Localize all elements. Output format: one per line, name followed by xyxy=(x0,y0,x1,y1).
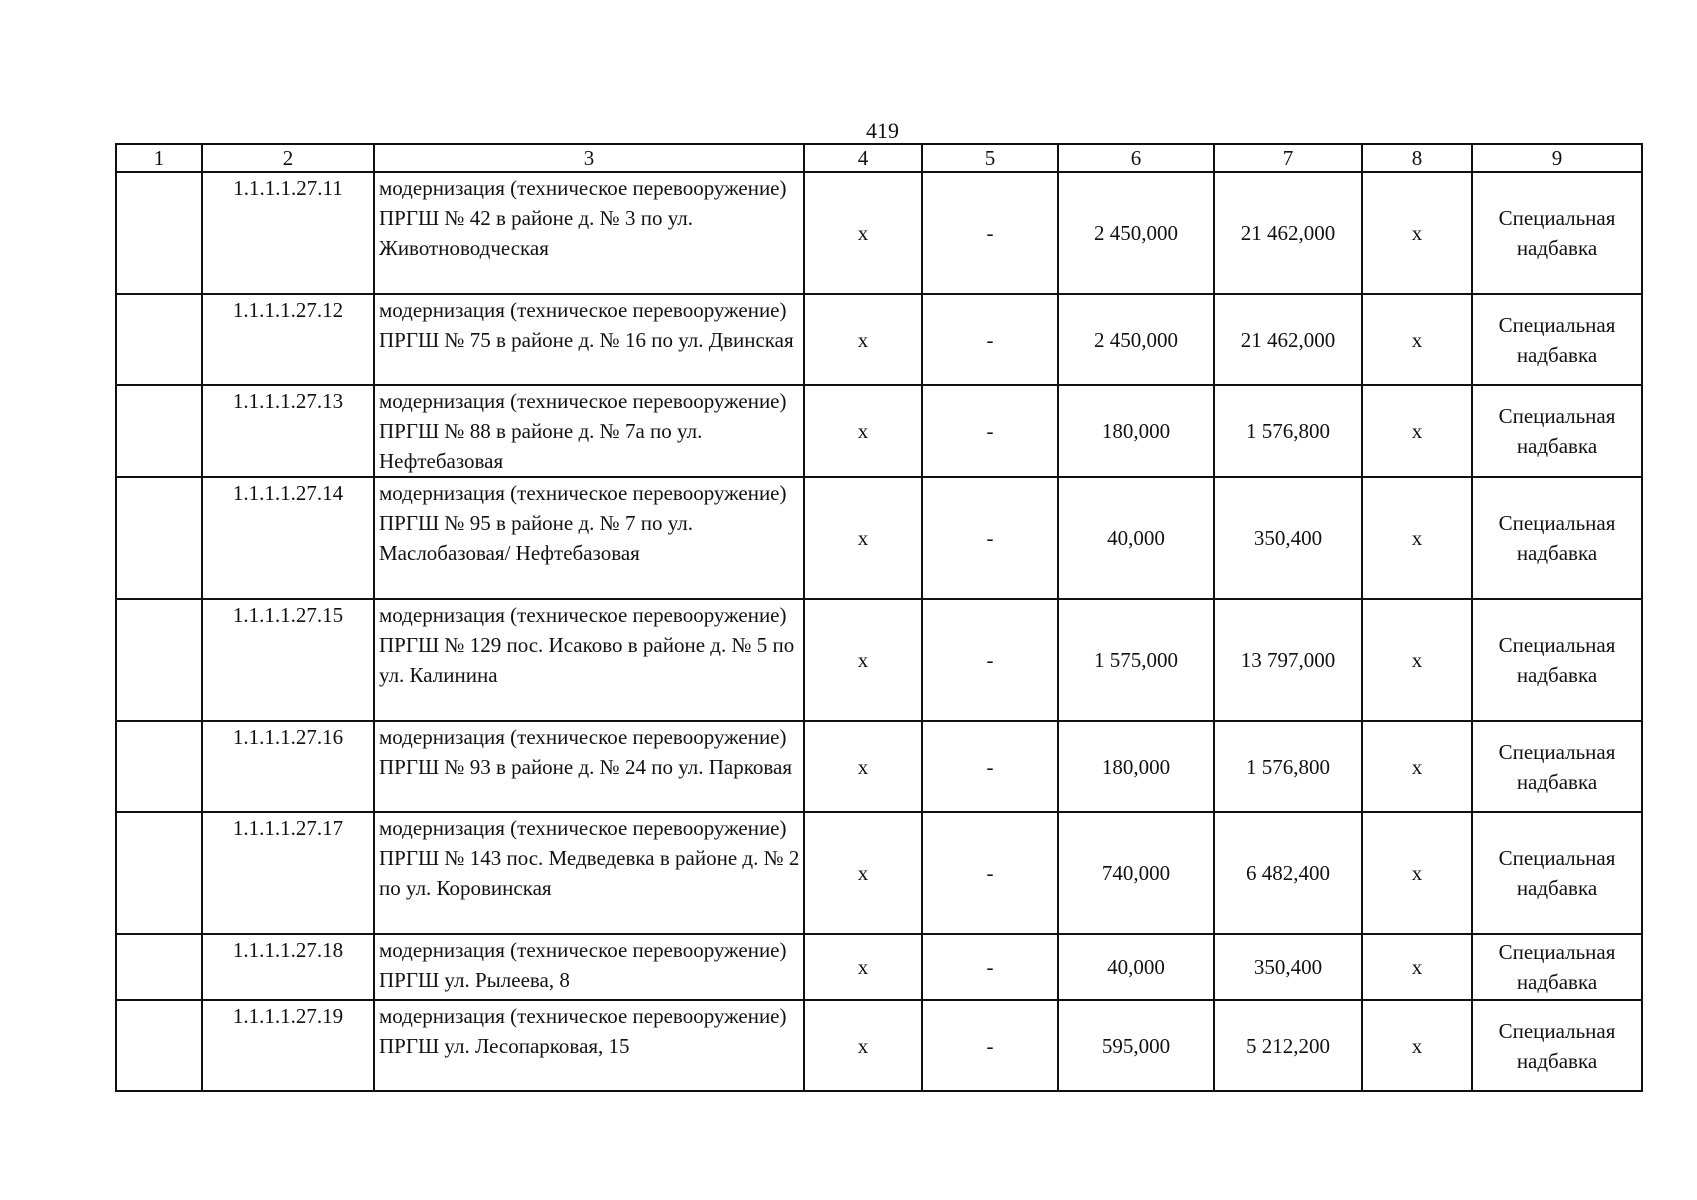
column-6-cell: 180,000 xyxy=(1058,721,1214,812)
column-7-cell: 5 212,200 xyxy=(1214,1000,1362,1091)
table-row xyxy=(116,599,1642,721)
funding-source-cell xyxy=(1472,599,1642,721)
funding-source-cell xyxy=(1472,294,1642,385)
funding-source-line-1: Специальная xyxy=(1498,940,1616,964)
funding-source-line-2: надбавка xyxy=(1516,1048,1598,1073)
funding-source-line-2: надбавка xyxy=(1516,769,1598,794)
column-6-cell: 40,000 xyxy=(1058,934,1214,1000)
column-4-cell: х xyxy=(804,599,922,721)
column-8-cell: х xyxy=(1362,477,1472,599)
table-row xyxy=(116,721,1642,812)
column-7-cell: 350,400 xyxy=(1214,477,1362,599)
row-number-cell xyxy=(116,294,202,385)
item-code-cell: 1.1.1.1.27.15 xyxy=(202,599,374,721)
column-4-cell: х xyxy=(804,294,922,385)
column-8-cell: х xyxy=(1362,1000,1472,1091)
row-number-cell xyxy=(116,172,202,294)
item-code-cell: 1.1.1.1.27.18 xyxy=(202,934,374,1000)
column-5-cell: - xyxy=(922,599,1058,721)
column-header-3: 3 xyxy=(374,144,804,172)
funding-source-line-1: Специальная xyxy=(1498,846,1616,870)
column-6-cell: 180,000 xyxy=(1058,385,1214,477)
column-8-cell: х xyxy=(1362,721,1472,812)
row-number-cell xyxy=(116,1000,202,1091)
funding-source-line-2: надбавка xyxy=(1516,342,1598,367)
program-table xyxy=(115,143,1643,1092)
column-5-cell: - xyxy=(922,812,1058,934)
column-8-cell: х xyxy=(1362,599,1472,721)
row-number-cell xyxy=(116,599,202,721)
table-row xyxy=(116,934,1642,1000)
row-number-cell xyxy=(116,812,202,934)
description-cell: модернизация (техническое перевооружение) ПРГШ № 129 пос. Исаково в районе д. № 5 по ул. Калинина xyxy=(374,599,804,721)
description-cell: модернизация (техническое перевооружение) ПРГШ № 143 пос. Медведевка в районе д. № 2 по ул. Коровинская xyxy=(374,812,804,934)
column-5-cell: - xyxy=(922,721,1058,812)
funding-source-cell xyxy=(1472,721,1642,812)
column-7-cell: 1 576,800 xyxy=(1214,385,1362,477)
table-row xyxy=(116,1000,1642,1091)
row-number-cell xyxy=(116,934,202,1000)
funding-source-cell xyxy=(1472,385,1642,477)
funding-source-line-1: Специальная xyxy=(1498,739,1616,764)
funding-source-cell xyxy=(1472,934,1642,1000)
column-6-cell: 1 575,000 xyxy=(1058,599,1214,721)
column-5-cell: - xyxy=(922,294,1058,385)
item-code-cell: 1.1.1.1.27.16 xyxy=(202,721,374,812)
column-number-row xyxy=(116,144,1642,172)
column-4-cell: х xyxy=(804,934,922,1000)
item-code-cell: 1.1.1.1.27.14 xyxy=(202,477,374,599)
table-row xyxy=(116,477,1642,599)
row-number-cell xyxy=(116,477,202,599)
description-cell: модернизация (техническое перевооружение) ПРГШ № 95 в районе д. № 7 по ул. Маслобазовая/ Нефтебазовая xyxy=(374,477,804,599)
funding-source-line-2: надбавка xyxy=(1516,876,1598,900)
item-code-cell: 1.1.1.1.27.13 xyxy=(202,385,374,477)
column-6-cell: 595,000 xyxy=(1058,1000,1214,1091)
item-code-cell: 1.1.1.1.27.17 xyxy=(202,812,374,934)
column-7-cell: 21 462,000 xyxy=(1214,294,1362,385)
column-header-8: 8 xyxy=(1362,144,1472,172)
funding-source-line-2: надбавка xyxy=(1516,663,1598,687)
column-5-cell: - xyxy=(922,1000,1058,1091)
funding-source-line-2: надбавка xyxy=(1516,236,1598,260)
funding-source-line-1: Специальная xyxy=(1498,404,1616,428)
description-cell: модернизация (техническое перевооружение) ПРГШ № 88 в районе д. № 7а по ул. Нефтебазовая xyxy=(374,385,804,477)
description-cell: модернизация (техническое перевооружение) ПРГШ ул. Лесопарковая, 15 xyxy=(374,1000,804,1091)
funding-source-cell xyxy=(1472,1000,1642,1091)
column-header-6: 6 xyxy=(1058,144,1214,172)
column-7-cell: 6 482,400 xyxy=(1214,812,1362,934)
description-cell: модернизация (техническое перевооружение) ПРГШ № 93 в районе д. № 24 по ул. Парковая xyxy=(374,721,804,812)
column-8-cell: х xyxy=(1362,812,1472,934)
column-7-cell: 13 797,000 xyxy=(1214,599,1362,721)
column-5-cell: - xyxy=(922,385,1058,477)
item-code-cell: 1.1.1.1.27.19 xyxy=(202,1000,374,1091)
item-code-cell: 1.1.1.1.27.12 xyxy=(202,294,374,385)
funding-source-line-2: надбавка xyxy=(1516,541,1598,565)
column-7-cell: 21 462,000 xyxy=(1214,172,1362,294)
column-4-cell: х xyxy=(804,172,922,294)
column-4-cell: х xyxy=(804,1000,922,1091)
funding-source-cell xyxy=(1472,172,1642,294)
funding-source-line-1: Специальная xyxy=(1498,206,1616,230)
page-number: 419 xyxy=(866,118,899,143)
column-8-cell: х xyxy=(1362,934,1472,1000)
column-7-cell: 350,400 xyxy=(1214,934,1362,1000)
item-code-cell: 1.1.1.1.27.11 xyxy=(202,172,374,294)
description-cell: модернизация (техническое перевооружение) ПРГШ ул. Рылеева, 8 xyxy=(374,934,804,1000)
funding-source-line-1: Специальная xyxy=(1498,1018,1616,1043)
funding-source-cell xyxy=(1472,477,1642,599)
column-header-4: 4 xyxy=(804,144,922,172)
column-5-cell: - xyxy=(922,172,1058,294)
column-5-cell: - xyxy=(922,477,1058,599)
funding-source-line-2: надбавка xyxy=(1516,434,1598,458)
column-5-cell: - xyxy=(922,934,1058,1000)
funding-source-line-2: надбавка xyxy=(1516,970,1598,994)
column-4-cell: х xyxy=(804,385,922,477)
column-header-1: 1 xyxy=(116,144,202,172)
column-6-cell: 740,000 xyxy=(1058,812,1214,934)
table-row xyxy=(116,385,1642,477)
description-cell: модернизация (техническое перевооружение) ПРГШ № 42 в районе д. № 3 по ул. Животноводческая xyxy=(374,172,804,294)
column-6-cell: 2 450,000 xyxy=(1058,172,1214,294)
funding-source-line-1: Специальная xyxy=(1498,312,1616,337)
column-8-cell: х xyxy=(1362,385,1472,477)
table-row xyxy=(116,294,1642,385)
column-6-cell: 40,000 xyxy=(1058,477,1214,599)
column-4-cell: х xyxy=(804,812,922,934)
column-4-cell: х xyxy=(804,721,922,812)
description-cell: модернизация (техническое перевооружение) ПРГШ № 75 в районе д. № 16 по ул. Двинская xyxy=(374,294,804,385)
funding-source-line-1: Специальная xyxy=(1498,511,1616,535)
column-8-cell: х xyxy=(1362,294,1472,385)
column-header-5: 5 xyxy=(922,144,1058,172)
column-4-cell: х xyxy=(804,477,922,599)
column-6-cell: 2 450,000 xyxy=(1058,294,1214,385)
row-number-cell xyxy=(116,385,202,477)
table-row xyxy=(116,172,1642,294)
column-7-cell: 1 576,800 xyxy=(1214,721,1362,812)
column-header-7: 7 xyxy=(1214,144,1362,172)
funding-source-line-1: Специальная xyxy=(1498,633,1616,657)
column-8-cell: х xyxy=(1362,172,1472,294)
funding-source-cell xyxy=(1472,812,1642,934)
column-header-2: 2 xyxy=(202,144,374,172)
row-number-cell xyxy=(116,721,202,812)
column-header-9: 9 xyxy=(1472,144,1642,172)
table-row xyxy=(116,812,1642,934)
